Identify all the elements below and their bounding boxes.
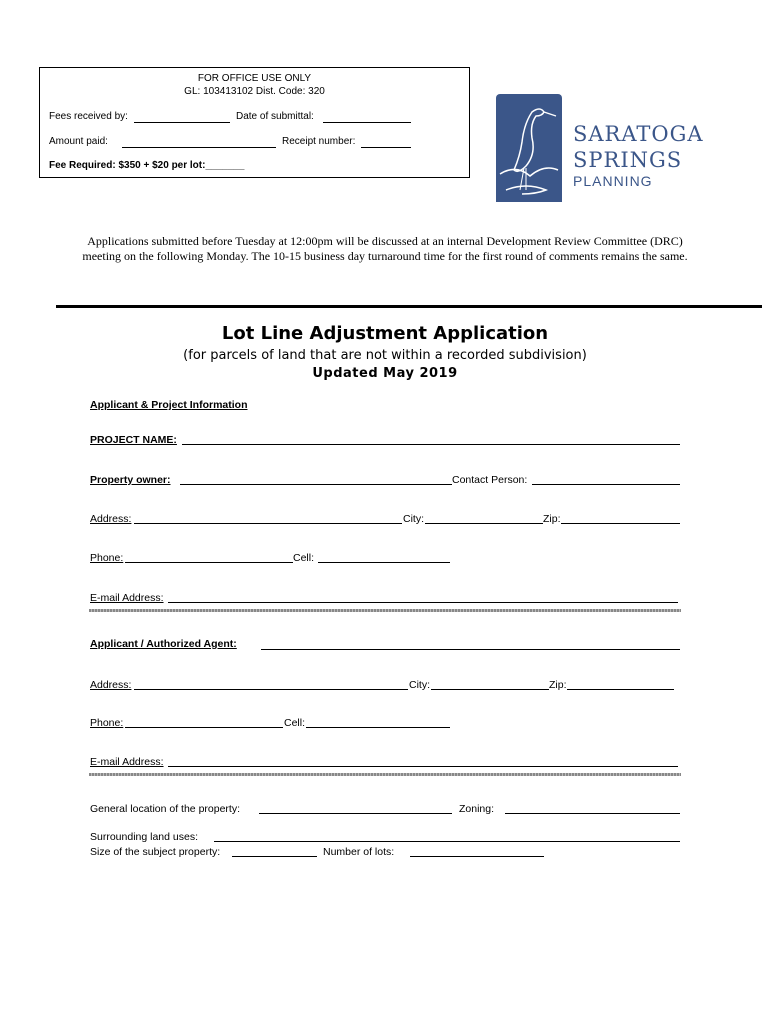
agent-zip-label: Zip: [549,679,567,691]
num-lots-label: Number of lots: [323,846,395,858]
contact-person-label: Contact Person: [452,474,528,486]
section-applicant-heading: Applicant & Project Information [90,399,248,411]
phone-label: Phone: [90,552,124,564]
page-title: Lot Line Adjustment Application [221,323,549,344]
size-field[interactable] [232,856,317,857]
agent-field[interactable] [261,649,680,650]
size-label: Size of the subject property: [90,846,221,858]
agent-zip-field[interactable] [567,689,674,690]
amount-paid-field[interactable] [122,147,276,148]
zoning-label: Zoning: [459,803,495,815]
surrounding-field[interactable] [214,841,680,842]
property-owner-label: Property owner: [90,474,171,486]
address-label: Address: [90,513,132,525]
updated-date: Updated May 2019 [312,366,458,381]
zip-label: Zip: [543,513,561,525]
zoning-field[interactable] [505,813,680,814]
receipt-number-field[interactable] [361,147,411,148]
num-lots-field[interactable] [410,856,544,857]
intro-paragraph: Applications submitted before Tuesday at 12:00pm will be discussed at an internal Development Review Committee (DRC) meeting on the following Monday. The 10-15 business day turnaround time for the first round of comments remains the same. [82,234,688,263]
office-codes: GL: 103413102 Dist. Code: 320 [184,86,325,97]
agent-phone-field[interactable] [125,727,283,728]
phone-field[interactable] [125,562,293,563]
logo-planning: PLANNING [573,173,653,189]
logo-springs: SPRINGS [573,148,683,172]
city-label: City: [403,513,424,525]
section-separator [89,773,681,776]
office-use-box [39,67,470,178]
email-field[interactable] [168,602,678,603]
agent-cell-field[interactable] [306,727,450,728]
logo-saratoga: SARATOGA [573,122,704,146]
section-separator [89,609,681,612]
fee-required: Fee Required: $350 + $20 per lot:_______ [49,160,245,171]
zip-field[interactable] [561,523,680,524]
fees-received-label: Fees received by: [49,111,128,122]
receipt-number-label: Receipt number: [282,136,356,147]
agent-city-label: City: [409,679,430,691]
fees-received-field[interactable] [134,122,230,123]
date-submittal-label: Date of submittal: [236,111,314,122]
email-label: E-mail Address: [90,592,164,604]
agent-city-field[interactable] [431,689,549,690]
general-location-label: General location of the property: [90,803,241,815]
cell-label: Cell: [293,552,315,564]
contact-person-field[interactable] [532,484,680,485]
address-field[interactable] [134,523,402,524]
city-field[interactable] [425,523,543,524]
agent-label: Applicant / Authorized Agent: [90,638,237,650]
surrounding-label: Surrounding land uses: [90,831,198,843]
divider [56,305,762,308]
heron-logo-icon [496,94,562,202]
project-name-field[interactable] [182,444,680,445]
cell-field[interactable] [318,562,450,563]
page-subtitle: (for parcels of land that are not within a recorded subdivision) [183,348,587,363]
office-use-heading: FOR OFFICE USE ONLY [197,73,312,84]
agent-email-label: E-mail Address: [90,756,164,768]
amount-paid-label: Amount paid: [49,136,108,147]
date-submittal-field[interactable] [323,122,411,123]
agent-phone-label: Phone: [90,717,124,729]
agent-address-field[interactable] [134,689,408,690]
agent-address-label: Address: [90,679,132,691]
agent-email-field[interactable] [168,766,678,767]
agent-cell-label: Cell: [284,717,306,729]
general-location-field[interactable] [259,813,452,814]
project-name-label: PROJECT NAME: [90,434,177,446]
property-owner-field[interactable] [180,484,452,485]
